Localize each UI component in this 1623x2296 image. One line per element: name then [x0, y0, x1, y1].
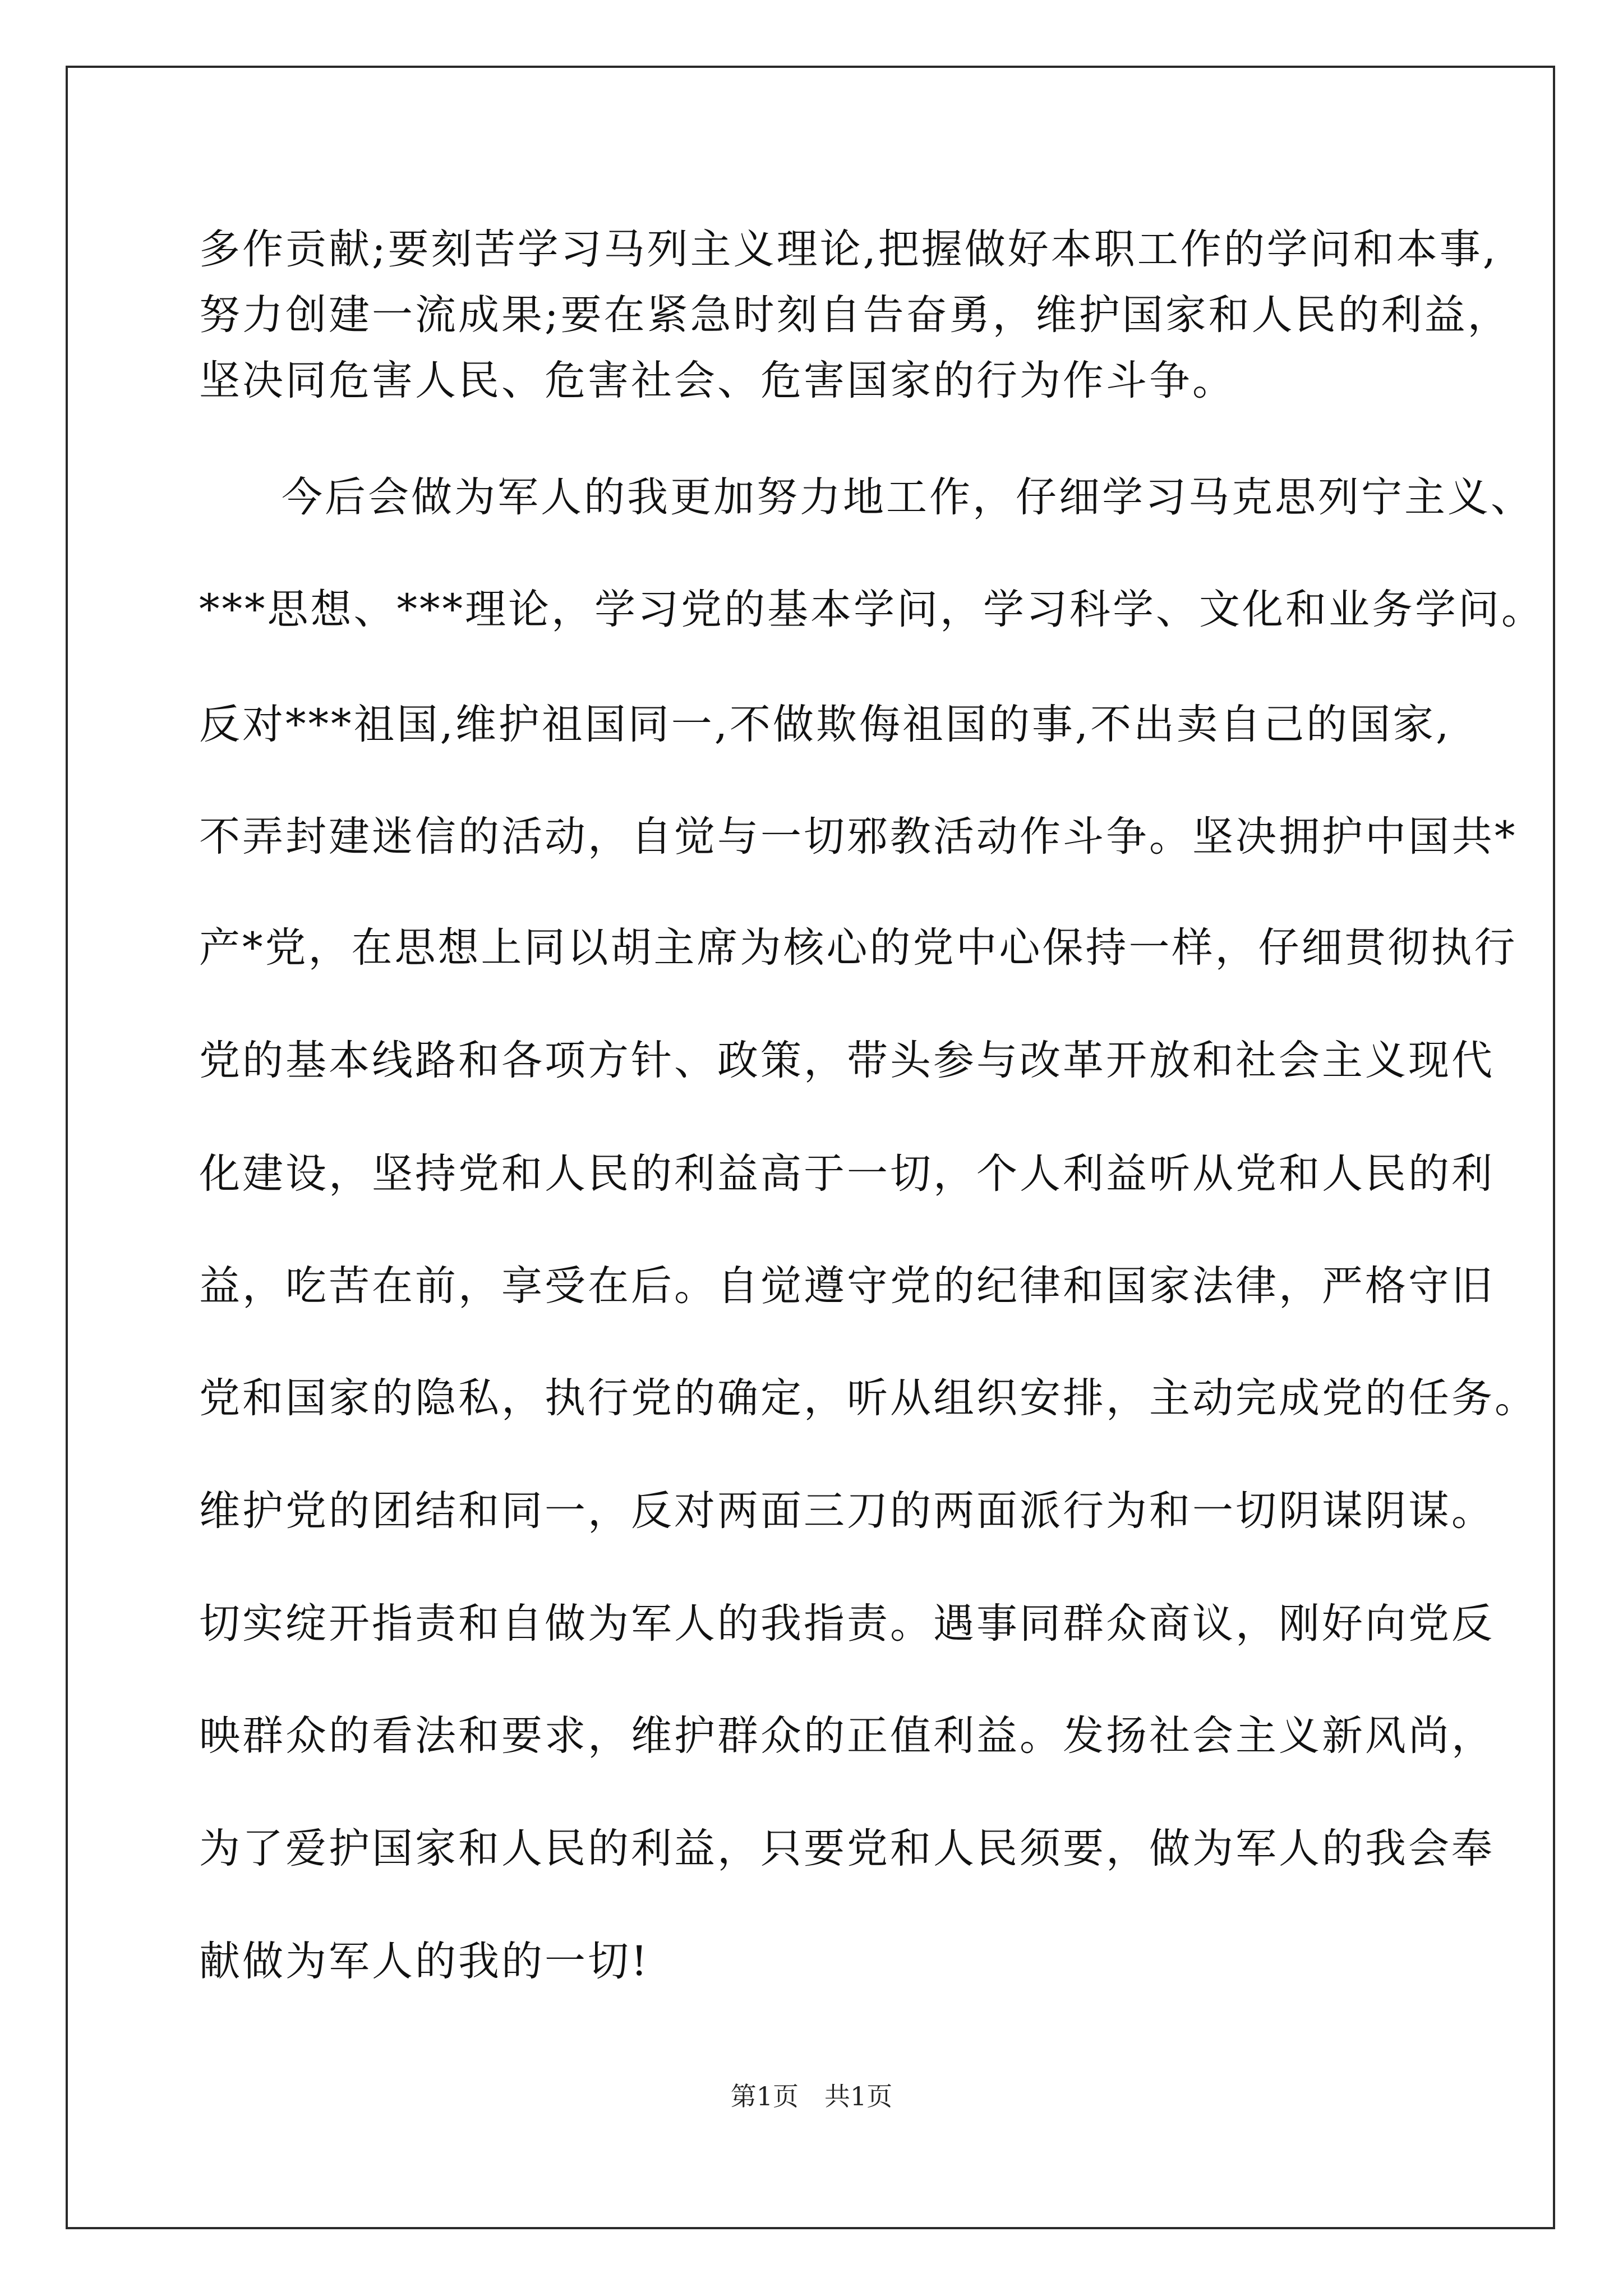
text-line: 献做为军人的我的一切! [199, 1938, 650, 1985]
text-line: 坚决同危害人民、危害社会、危害国家的行为作斗争。 [199, 357, 1235, 404]
text-line: 为了爱护国家和人民的利益，只要党和人民须要，做为军人的我会奉 [199, 1825, 1495, 1872]
text-line: 党的基本线路和各项方针、政策，带头参与改革开放和社会主义现代 [199, 1037, 1495, 1084]
text-line: 益，吃苦在前，享受在后。自觉遵守党的纪律和国家法律，严格守旧 [199, 1262, 1495, 1310]
text-line: 切实绽开指责和自做为军人的我指责。遇事同群众商议，刚好向党反 [199, 1600, 1495, 1648]
text-line: 维护党的团结和同一，反对两面三刀的两面派行为和一切阴谋阴谋。 [199, 1487, 1495, 1535]
text-line: 努力创建一流成果;要在紧急时刻自告奋勇，维护国家和人民的利益， [199, 291, 1511, 339]
page-number-footer: 第1页 共1页 [730, 2081, 893, 2111]
text-line: 化建设，坚持党和人民的利益高于一切，个人利益听从党和人民的利 [199, 1150, 1495, 1198]
text-line: 反对***祖国,维护祖国同一,不做欺侮祖国的事,不出卖自己的国家, [199, 701, 1451, 748]
text-line: 党和国家的隐私，执行党的确定，听从组织安排，主动完成党的任务。 [199, 1374, 1538, 1422]
text-line: 产*党，在思想上同以胡主席为核心的党中心保持一样，仔细贯彻执行 [199, 924, 1518, 972]
text-line: 映群众的看法和要求，维护群众的正值利益。发扬社会主义新风尚， [199, 1712, 1495, 1760]
text-line: 多作贡献;要刻苦学习马列主义理论,把握做好本职工作的学问和本事, [199, 226, 1498, 273]
text-line: 不弄封建迷信的活动，自觉与一切邪教活动作斗争。坚决拥护中国共* [199, 813, 1518, 861]
text-line: ***思想、***理论，学习党的基本学问，学习科学、文化和业务学问。 [199, 586, 1544, 633]
paragraph-start-line: 今后会做为军人的我更加努力地工作，仔细学习马克思列宁主义、 [282, 473, 1534, 521]
